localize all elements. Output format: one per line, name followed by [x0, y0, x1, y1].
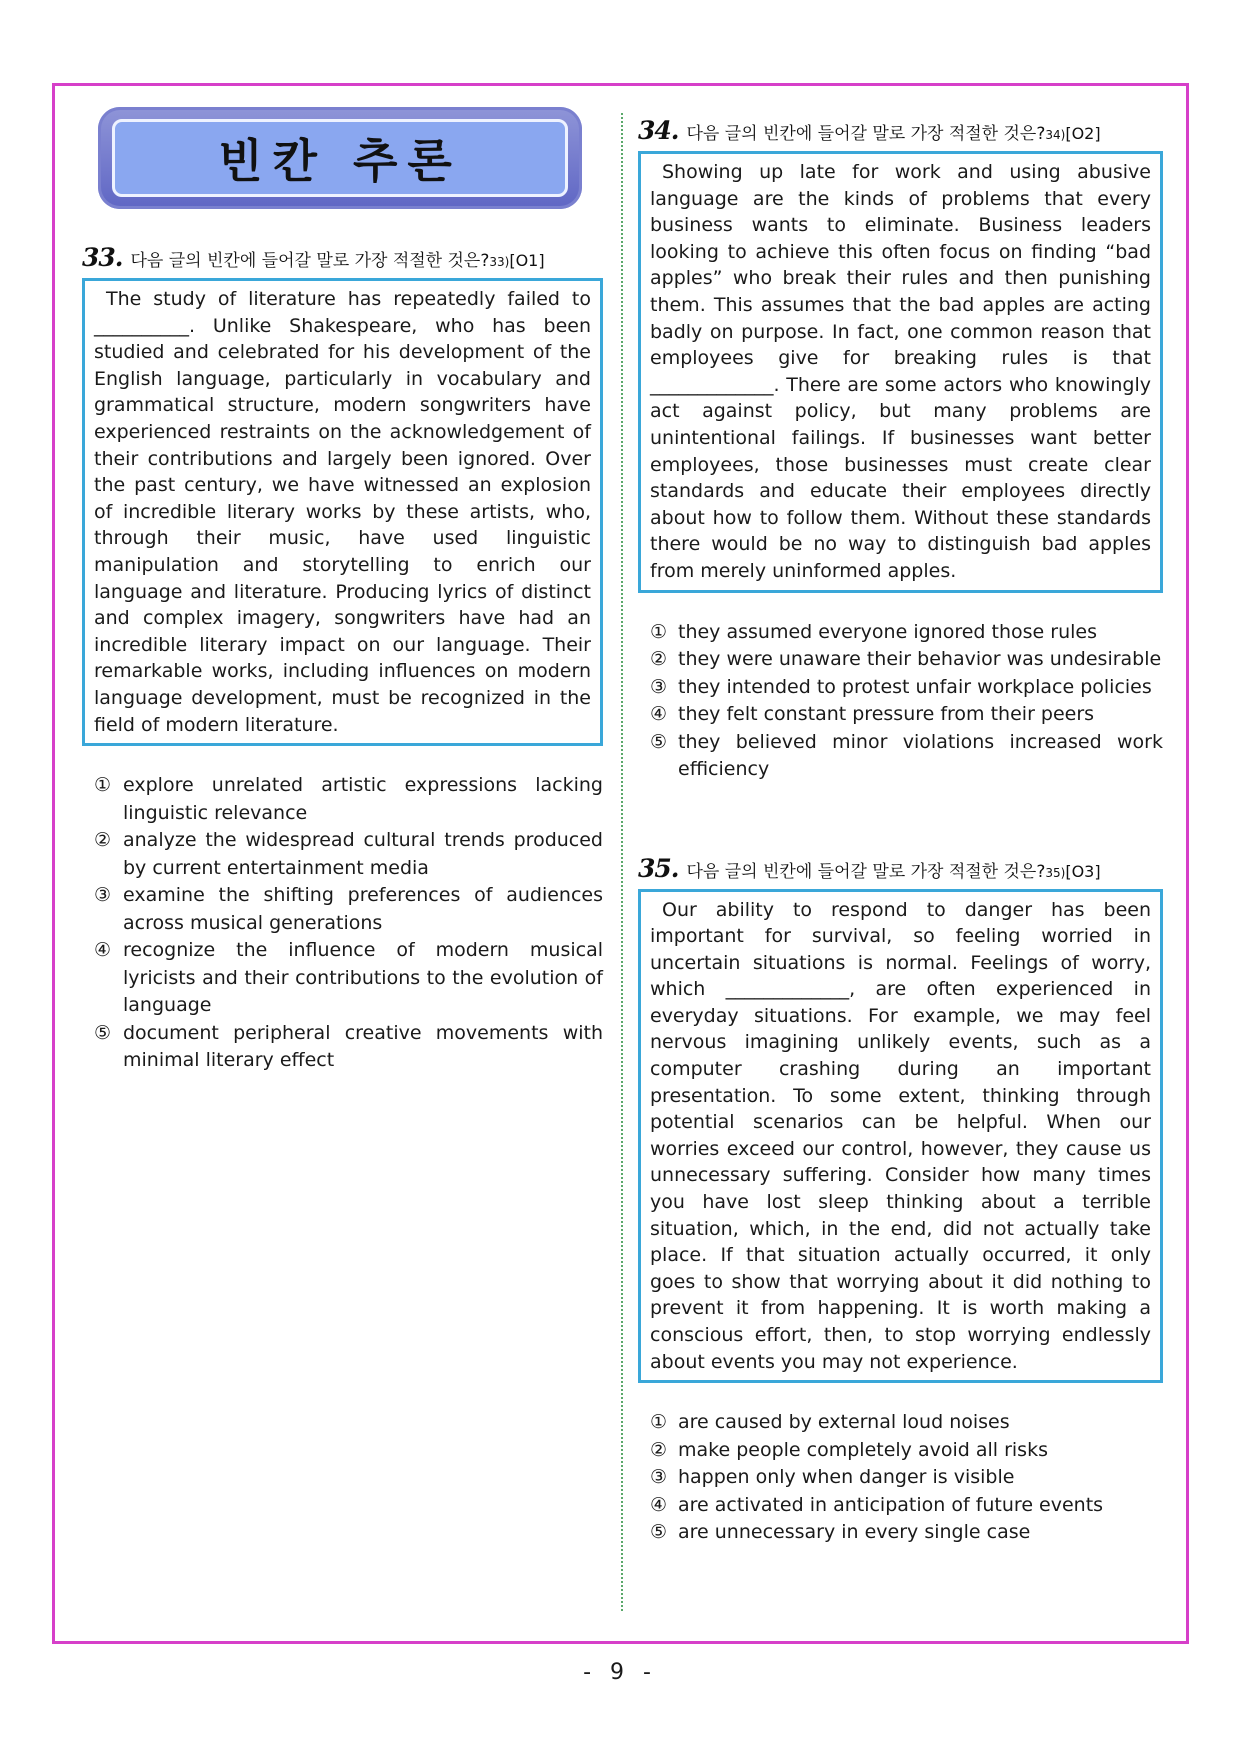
question-34-prompt: 다음 글의 빈칸에 들어갈 말로 가장 적절한 것은? — [686, 124, 1046, 144]
choice-text: they assumed everyone ignored those rules — [678, 620, 1097, 643]
question-35-passage: Our ability to respond to danger has been important for survival, so feeling worried in uncertain situations is normal. Feelings of worry, which _____________, are often experienced in everyday situations. For example, we may feel nervous imagining unlikely events, such as a computer crashing during an important presentation. To some extent, thinking through potential scenarios can be helpful. When our worries exceed our control, however, they cause us unnecessary suffering. Consider how many times you have lost sleep thinking about a terrible situation, which, in the end, did not actually take place. If that situation actually occurred, it only goes to show that worrying about it did nothing to prevent it from happening. It is worth making a conscious effort, then, to stop worrying endlessly about events you may not experience. — [650, 898, 1151, 1373]
choice-text: happen only when danger is visible — [678, 1466, 1015, 1489]
question-33-code: [O1] — [509, 251, 545, 270]
question-33-passage-box — [82, 278, 603, 746]
choice-mark: ② — [94, 829, 112, 852]
question-33-choices — [82, 772, 603, 1075]
choice-item[interactable] — [94, 882, 603, 937]
question-34-source-ref: 34) — [1045, 128, 1066, 142]
choice-text: they intended to protest unfair workplace policies — [678, 675, 1152, 698]
choice-mark: ① — [94, 774, 112, 797]
right-column — [638, 116, 1163, 1547]
page-number: - 9 - — [583, 1660, 657, 1685]
choice-text: recognize the influence of modern musical lyricists and their contributions to the evolution of language — [123, 939, 603, 1017]
question-34-choices — [650, 619, 1163, 784]
choice-text: document peripheral creative movements with minimal literary effect — [123, 1021, 603, 1072]
section-banner-inner — [112, 119, 568, 197]
choice-item[interactable] — [650, 1409, 1163, 1437]
section-banner — [98, 107, 582, 209]
choice-mark: ③ — [94, 884, 112, 907]
choice-text: are activated in anticipation of future events — [678, 1493, 1104, 1516]
choice-text: analyze the widespread cultural trends produced by current entertainment media — [123, 829, 603, 879]
question-34-passage-box — [638, 151, 1163, 593]
choice-mark: ① — [650, 620, 668, 643]
choice-text: are unnecessary in every single case — [678, 1521, 1031, 1544]
choice-mark: ⑤ — [650, 730, 668, 753]
choice-mark: ④ — [650, 703, 668, 725]
choice-text: they were unaware their behavior was undesirable — [678, 648, 1162, 670]
choice-item[interactable] — [94, 937, 603, 1020]
column-divider — [621, 113, 623, 1611]
section-title: 빈칸 추론 — [218, 134, 462, 188]
question-35-code: [O3] — [1065, 861, 1101, 881]
question-33-passage: The study of literature has repeatedly failed to __________. Unlike Shakespeare, who has been studied and celebrated for his development of the English language, particularly in vocabulary and grammatical structure, modern songwriters have experienced restraints on the acknowledgement of their contributions and largely been ignored. Over the past century, we have witnessed an explosion of incredible literary works by these artists, who, through their music, have used linguistic manipulation and storytelling to enrich our language and literature. Producing lyrics of distinct and complex imagery, songwriters have had an incredible literary impact on our language. Their remarkable works, including influences on modern language development, must be recognized in the field of modern literature. — [94, 288, 591, 736]
choice-mark: ⑤ — [94, 1021, 112, 1044]
question-35-passage-box — [638, 889, 1163, 1384]
question-35-number: 35. — [638, 853, 679, 883]
choice-item[interactable] — [650, 1437, 1163, 1465]
question-33-number: 33. — [82, 243, 123, 272]
choice-item[interactable] — [650, 1519, 1163, 1547]
choice-item[interactable] — [94, 772, 603, 827]
choice-item[interactable] — [650, 646, 1163, 674]
choice-item[interactable] — [650, 729, 1163, 784]
choice-item[interactable] — [650, 674, 1163, 702]
question-33-prompt: 다음 글의 빈칸에 들어갈 말로 가장 적절한 것은? — [130, 251, 490, 271]
choice-item[interactable] — [650, 701, 1163, 729]
choice-text: examine the shifting preferences of audiences across musical generations — [123, 884, 603, 934]
choice-mark: ② — [650, 648, 668, 670]
question-34-passage: Showing up late for work and using abusive language are the kinds of problems that every business wants to eliminate. Business leaders looking to achieve this often focus on finding “bad apples” who break their rules and then punishing them. This assumes that the bad apples are acting badly on purpose. In fact, one common reason that employees give for breaking rules is that _____________. There are some actors who knowingly act against policy, but many problems are unintentional failings. If businesses want better employees, those businesses must create clear standards and educate their employees directly about how to follow them. Without these standards there would be no way to distinguish bad apples from merely uninformed apples. — [650, 161, 1151, 582]
choice-text: they believed minor violations increased work efficiency — [678, 730, 1163, 780]
question-35-header — [638, 854, 1163, 883]
choice-item[interactable] — [650, 619, 1163, 647]
choice-mark: ④ — [94, 939, 112, 962]
choice-mark: ⑤ — [650, 1521, 668, 1544]
question-35-prompt: 다음 글의 빈칸에 들어갈 말로 가장 적절한 것은? — [686, 861, 1046, 882]
choice-item[interactable] — [650, 1464, 1163, 1492]
choice-item[interactable] — [94, 1020, 603, 1075]
choice-text: explore unrelated artistic expressions lacking linguistic relevance — [123, 774, 603, 824]
choice-mark: ④ — [650, 1493, 668, 1516]
choice-mark: ① — [650, 1411, 668, 1434]
left-column — [82, 107, 603, 1075]
question-33-source-ref: 33) — [489, 255, 510, 269]
question-33-header — [82, 243, 603, 272]
choice-mark: ③ — [650, 675, 668, 698]
choice-item[interactable] — [94, 827, 603, 882]
choice-mark: ② — [650, 1438, 668, 1461]
question-35-source-ref: 35) — [1045, 865, 1066, 880]
choice-text: make people completely avoid all risks — [678, 1438, 1048, 1461]
choice-text: they felt constant pressure from their peers — [678, 703, 1095, 725]
question-34-number: 34. — [638, 116, 679, 145]
choice-item[interactable] — [650, 1492, 1163, 1520]
question-35-choices — [650, 1409, 1163, 1547]
choice-text: are caused by external loud noises — [678, 1411, 1010, 1434]
choice-mark: ③ — [650, 1466, 668, 1489]
question-34-header — [638, 116, 1163, 145]
question-34-code: [O2] — [1065, 124, 1101, 143]
